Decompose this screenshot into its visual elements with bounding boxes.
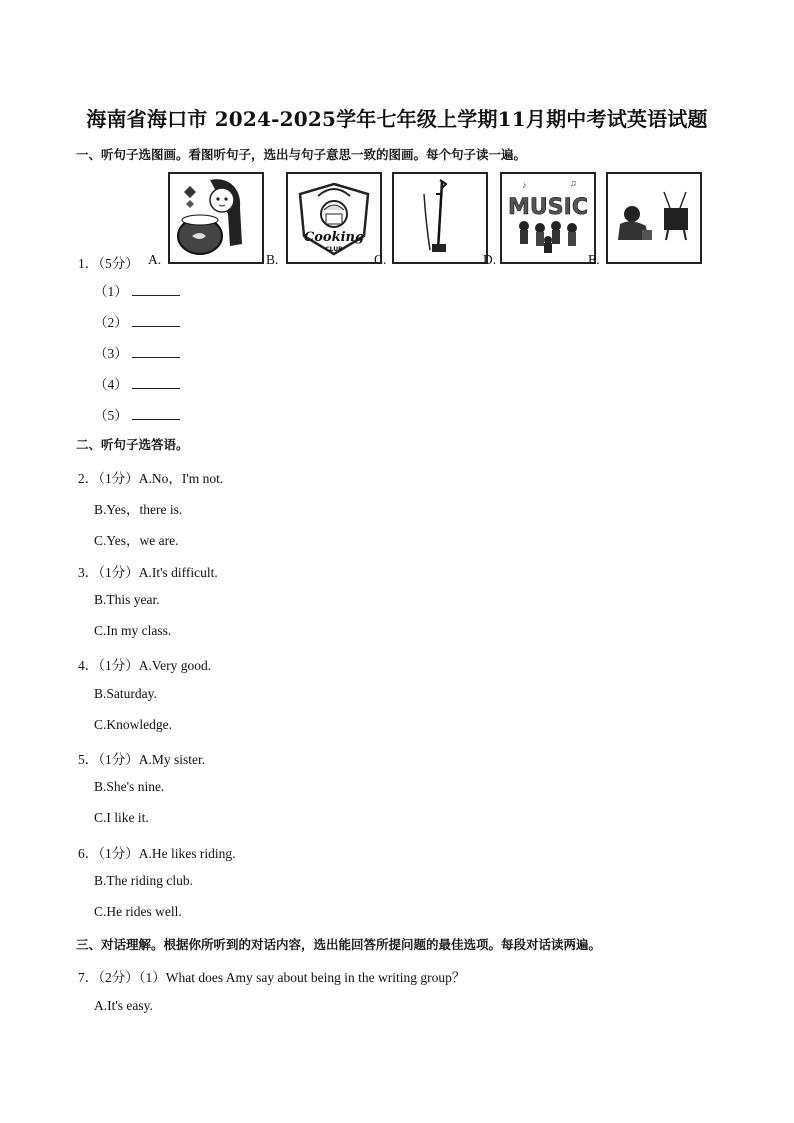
girl-goldfish-bowl-icon	[170, 174, 262, 262]
section-3-heading: 三、对话理解。根据你所听到的对话内容，选出能回答所提问题的最佳选项。每段对话读两遍。	[76, 937, 602, 952]
option-b: B.Yes，there is.	[94, 502, 183, 517]
option-a: A.Very good.	[138, 658, 212, 673]
cooking-club-logo-icon	[288, 174, 380, 262]
person-watching-tv-icon	[608, 174, 700, 262]
erhu-instrument-icon	[394, 174, 486, 262]
question-7: 7．（2分）（1）What does Amy say about being in the writing group？	[78, 970, 466, 985]
picture-a	[168, 172, 264, 264]
svg-text:♫: ♫	[570, 178, 577, 188]
option-a: A.No，I'm not.	[138, 471, 224, 486]
question-prefix: 3．（1分）	[78, 565, 139, 580]
sub-item-label: （3）	[94, 346, 128, 361]
option-a: A.It's easy.	[94, 998, 153, 1013]
picture-d	[500, 172, 596, 264]
sub-item-label: （4）	[94, 377, 128, 392]
option-label-a: A.	[148, 252, 162, 267]
option-c: C.I like it.	[94, 810, 149, 825]
cooking-text: Cooking	[303, 230, 365, 245]
question-2	[78, 467, 223, 487]
question-prefix: 2．（1分）	[78, 471, 139, 486]
sub-item-label: （5）	[94, 408, 128, 423]
answer-blank[interactable]	[132, 407, 180, 420]
page-title: 海南省海口市 2024-2025学年七年级上学期11月期中考试英语试题	[86, 107, 708, 131]
question-prefix: 4．（1分）	[78, 658, 139, 673]
sub-item-4	[94, 373, 180, 393]
sub-item-1	[94, 280, 180, 300]
answer-blank[interactable]	[132, 345, 180, 358]
question-4	[78, 654, 211, 674]
picture-b	[286, 172, 382, 264]
answer-blank[interactable]	[132, 283, 180, 296]
sub-item-5	[94, 404, 180, 424]
option-a: A.My sister.	[138, 752, 206, 767]
question-3	[78, 561, 218, 581]
option-c: C.Yes，we are.	[94, 533, 179, 548]
option-b: B.Saturday.	[94, 686, 157, 701]
question-1-prefix: 1．（5分）	[78, 256, 139, 271]
option-c: C.Knowledge.	[94, 717, 172, 732]
question-prefix: 5．（1分）	[78, 752, 139, 767]
option-b: B.She's nine.	[94, 779, 165, 794]
sub-item-label: （2）	[94, 315, 128, 330]
music-text: MUSIC	[508, 195, 588, 220]
svg-text:♪: ♪	[522, 180, 527, 190]
option-label-c: C.	[374, 252, 387, 267]
sub-item-label: （1）	[94, 284, 128, 299]
option-b: B.This year.	[94, 592, 160, 607]
question-5	[78, 748, 205, 768]
picture-e	[606, 172, 702, 264]
question-prefix: 6．（1分）	[78, 846, 139, 861]
answer-blank[interactable]	[132, 376, 180, 389]
option-label-b: B.	[266, 252, 279, 267]
option-c: C.He rides well.	[94, 904, 182, 919]
section-2-heading: 二、听句子选答语。	[76, 437, 189, 452]
option-label-e: E.	[588, 252, 600, 267]
music-band-icon	[502, 174, 594, 262]
question-6	[78, 842, 236, 862]
section-1-heading: 一、听句子选图画。看图听句子，选出与句子意思一致的图画。每个句子读一遍。	[76, 147, 527, 162]
picture-c	[392, 172, 488, 264]
club-text: CLUB	[325, 246, 343, 253]
sub-item-3	[94, 342, 180, 362]
answer-blank[interactable]	[132, 314, 180, 327]
option-c: C.In my class.	[94, 623, 172, 638]
option-a: A.It's difficult.	[138, 565, 218, 580]
option-b: B.The riding club.	[94, 873, 193, 888]
option-a: A.He likes riding.	[138, 846, 236, 861]
option-label-d: D.	[483, 252, 497, 267]
sub-item-2	[94, 311, 180, 331]
